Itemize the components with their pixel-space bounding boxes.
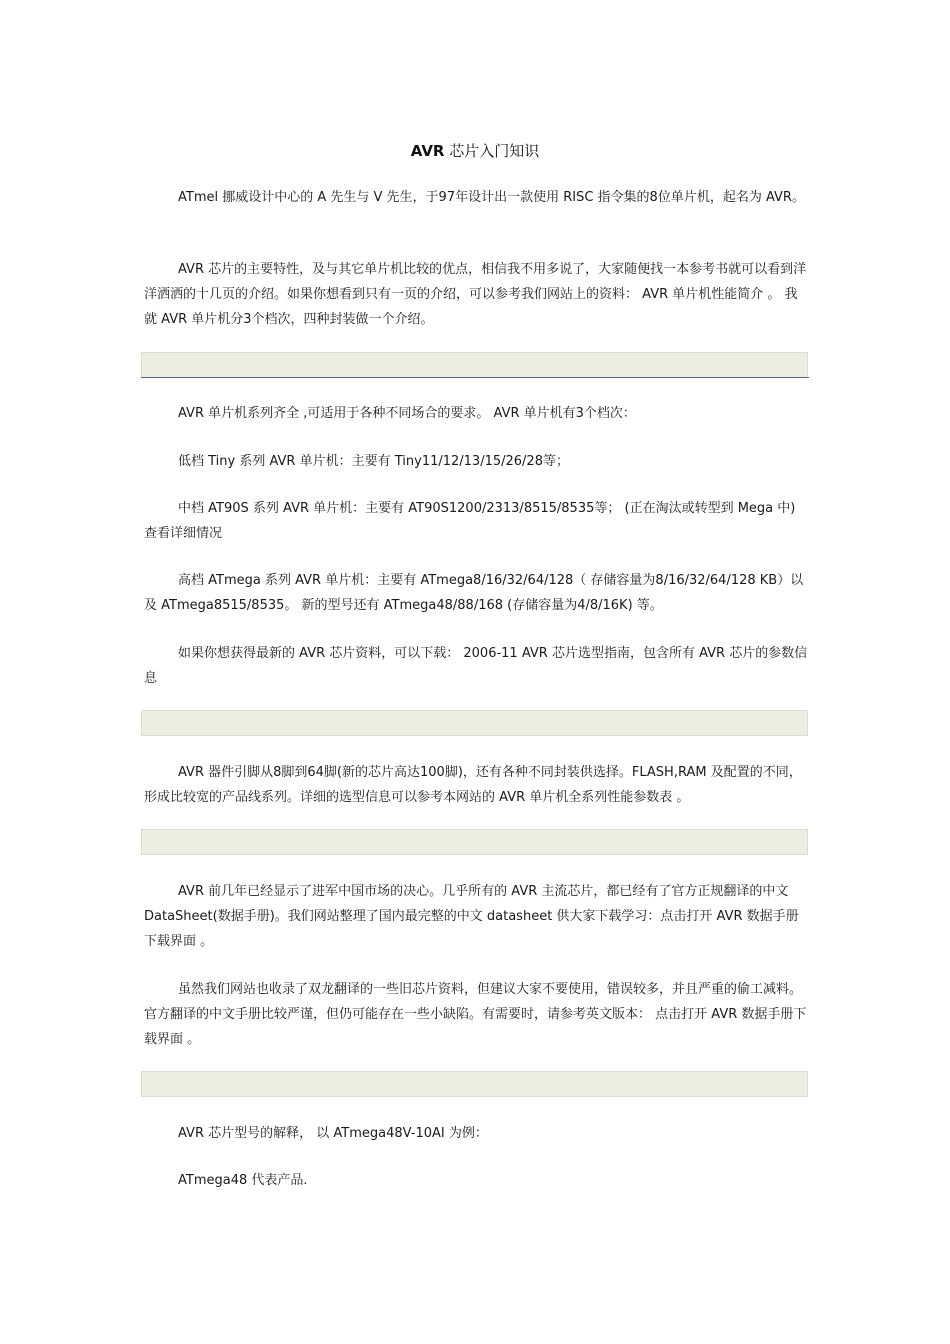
section-rule bbox=[141, 377, 809, 378]
paragraph-tiny: 低档 Tiny 系列 AVR 单片机：主要有 Tiny11/12/13/15/26/28等； bbox=[178, 454, 569, 469]
paragraph-pins: AVR 器件引脚从8脚到64脚(新的芯片高达100脚)，还有各种不同封装供选择。FLASH,RAM 及配置的不同，形成比较宽的产品线系列。详细的选型信息可以参考本网站的 AVR 单片机全系列性能参数表 。 bbox=[144, 765, 802, 805]
page-title-rest: 芯片入门知识 bbox=[444, 142, 540, 160]
paragraph-features: AVR 芯片的主要特性，及与其它单片机比较的优点，相信我不用多说了，大家随便找一本参考书就可以看到洋洋洒洒的十几页的介绍。如果你想看到只有一页的介绍，可以参考我们网站上的资料： AVR 单片机性能简介 。 我就 AVR 单片机分3个档次，四种封装做一个介绍。 bbox=[144, 262, 807, 327]
section-bar-4 bbox=[141, 1071, 808, 1097]
section-bar-2 bbox=[141, 710, 808, 736]
page-title-bold: AVR bbox=[410, 142, 445, 160]
section-bar-1 bbox=[141, 352, 808, 378]
paragraph-atmega: 高档 ATmega 系列 AVR 单片机：主要有 ATmega8/16/32/64/128（ 存储容量为8/16/32/64/128 KB）以及 ATmega8515/8535。 新的型号还有 ATmega48/88/168 (存储容量为4/8/16K) 等。 bbox=[144, 573, 804, 613]
paragraph-model-product: ATmega48 代表产品. bbox=[178, 1173, 308, 1188]
paragraph-model-explain: AVR 芯片型号的解释， 以 ATmega48V-10AI 为例： bbox=[178, 1126, 488, 1141]
section-bar-3 bbox=[141, 829, 808, 855]
paragraph-china: AVR 前几年已经显示了进军中国市场的决心。几乎所有的 AVR 主流芯片，都已经有了官方正规翻译的中文 DataSheet(数据手册)。我们网站整理了国内最完整的中文 datasheet 供大家下载学习：点击打开 AVR 数据手册下载界面 。 bbox=[144, 884, 799, 949]
paragraph-download: 如果你想获得最新的 AVR 芯片资料，可以下载： 2006-11 AVR 芯片选型指南，包含所有 AVR 芯片的参数信息 bbox=[144, 646, 808, 686]
page-title bbox=[0, 141, 950, 161]
paragraph-intro: ATmel 挪威设计中心的 A 先生与 V 先生，于97年设计出一款使用 RISC 指令集的8位单片机，起名为 AVR。 bbox=[178, 190, 805, 205]
paragraph-series: AVR 单片机系列齐全 ,可适用于各种不同场合的要求。 AVR 单片机有3个档次： bbox=[178, 406, 636, 421]
paragraph-at90s: 中档 AT90S 系列 AVR 单片机：主要有 AT90S1200/2313/8515/8535等； (正在淘汰或转型到 Mega 中)查看详细情况 bbox=[144, 501, 796, 541]
paragraph-translation: 虽然我们网站也收录了双龙翻译的一些旧芯片资料，但建议大家不要使用，错误较多，并且严重的偷工减料。官方翻译的中文手册比较严谨，但仍可能存在一些小缺陷。有需要时，请参考英文版本： 点击打开 AVR 数据手册下载界面 。 bbox=[144, 982, 807, 1047]
